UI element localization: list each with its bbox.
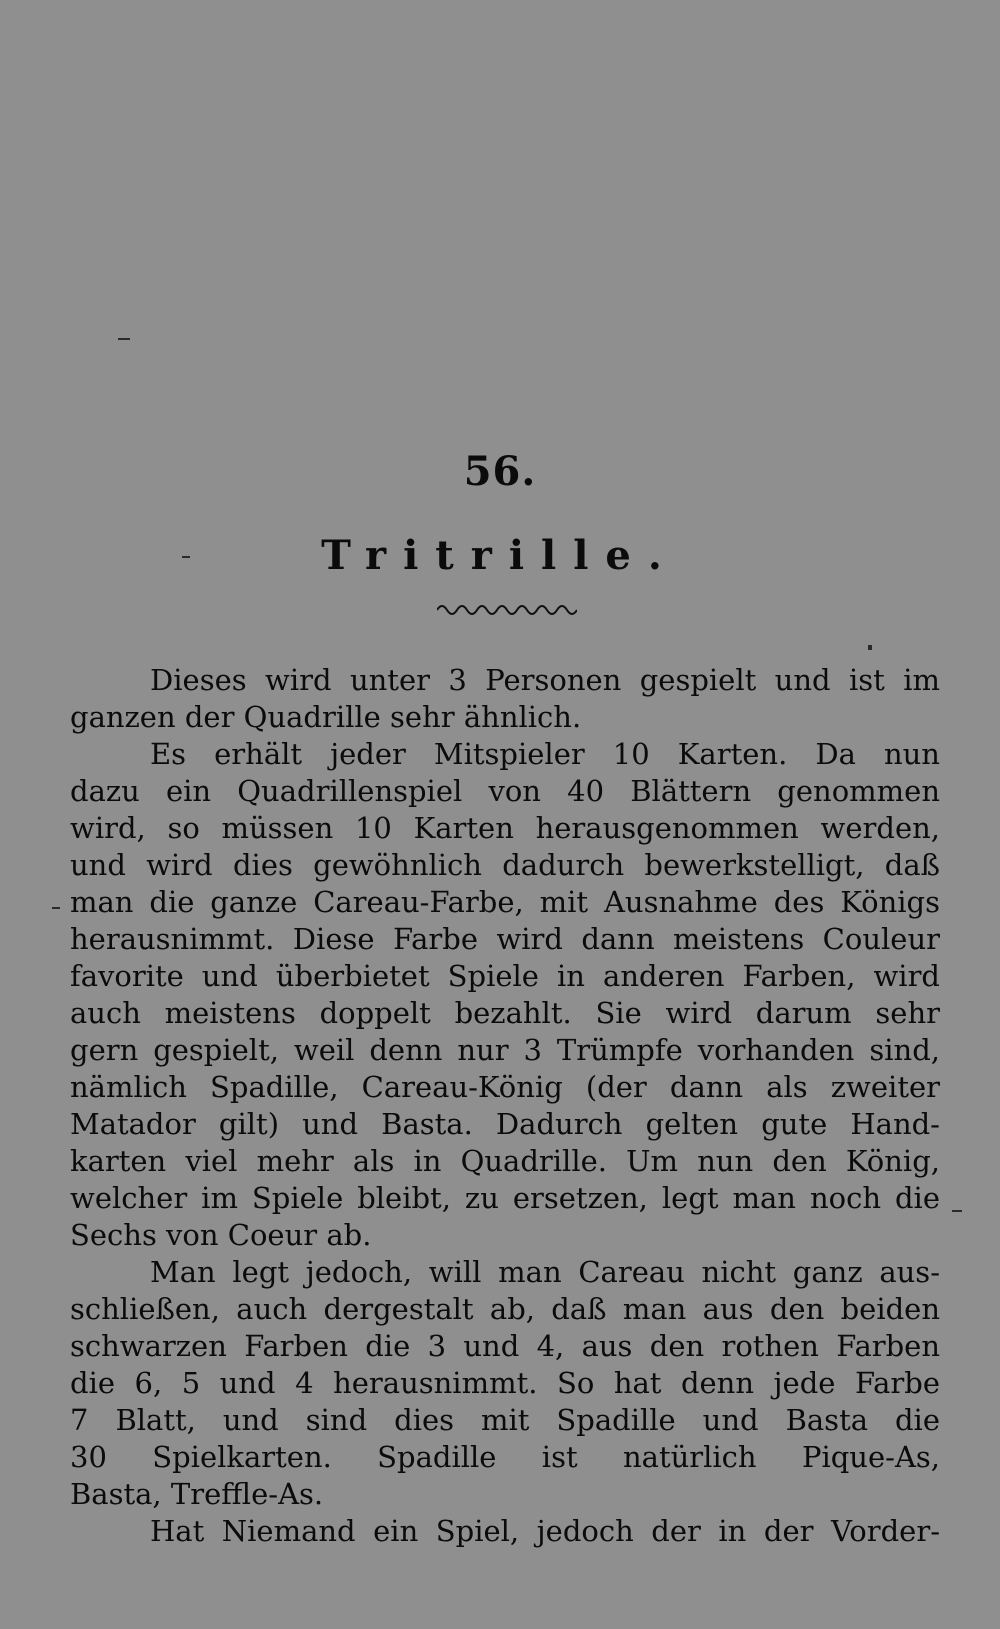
text-line: Es erhält jeder Mitspieler 10 Karten. Da nun (150, 737, 940, 771)
print-speck (52, 907, 60, 909)
wavy-divider-ornament (437, 598, 577, 618)
print-speck (118, 338, 130, 340)
text-line: Matador gilt) und Basta. Dadurch gelten gute Hand- (70, 1107, 940, 1141)
chapter-title: Tritrille. (321, 532, 679, 579)
text-line: ganzen der Quadrille sehr ähnlich. (70, 700, 582, 734)
text-line: wird, so müssen 10 Karten herausgenommen werden, (70, 811, 940, 845)
text-line: 7 Blatt, und sind dies mit Spadille und Basta die (70, 1403, 940, 1437)
text-line: nämlich Spadille, Careau-König (der dann als zweiter (70, 1070, 940, 1104)
text-line: gern gespielt, weil denn nur 3 Trümpfe vorhanden sind, (70, 1033, 940, 1067)
text-line: Dieses wird unter 3 Personen gespielt und ist im (150, 663, 940, 697)
text-line: Basta, Treffle-As. (70, 1477, 324, 1511)
page-number: 56. (463, 448, 537, 495)
text-line: herausnimmt. Diese Farbe wird dann meistens Couleur (70, 922, 940, 956)
text-line: dazu ein Quadrillenspiel von 40 Blättern genommen (70, 774, 940, 808)
print-speck (868, 645, 872, 650)
text-line: Hat Niemand ein Spiel, jedoch der in der Vorder- (150, 1514, 940, 1548)
text-line: die 6, 5 und 4 herausnimmt. So hat denn jede Farbe (70, 1366, 940, 1400)
print-speck (952, 1210, 962, 1212)
text-line: schwarzen Farben die 3 und 4, aus den rothen Farben (70, 1329, 940, 1363)
text-line: schließen, auch dergestalt ab, daß man aus den beiden (70, 1292, 940, 1326)
text-line: auch meistens doppelt bezahlt. Sie wird darum sehr (70, 996, 940, 1030)
text-line: und wird dies gewöhnlich dadurch bewerkstelligt, daß (70, 848, 940, 882)
text-line: Sechs von Coeur ab. (70, 1218, 372, 1252)
text-line: man die ganze Careau-Farbe, mit Ausnahme des Königs (70, 885, 940, 919)
text-line: karten viel mehr als in Quadrille. Um nun den König, (70, 1144, 940, 1178)
body-text (70, 662, 940, 1550)
text-line: favorite und überbietet Spiele in anderen Farben, wird (70, 959, 940, 993)
text-line: 30 Spielkarten. Spadille ist natürlich Pique-As, (70, 1440, 940, 1474)
text-line: welcher im Spiele bleibt, zu ersetzen, legt man noch die (70, 1181, 940, 1215)
text-line: Man legt jedoch, will man Careau nicht ganz aus- (150, 1255, 940, 1289)
